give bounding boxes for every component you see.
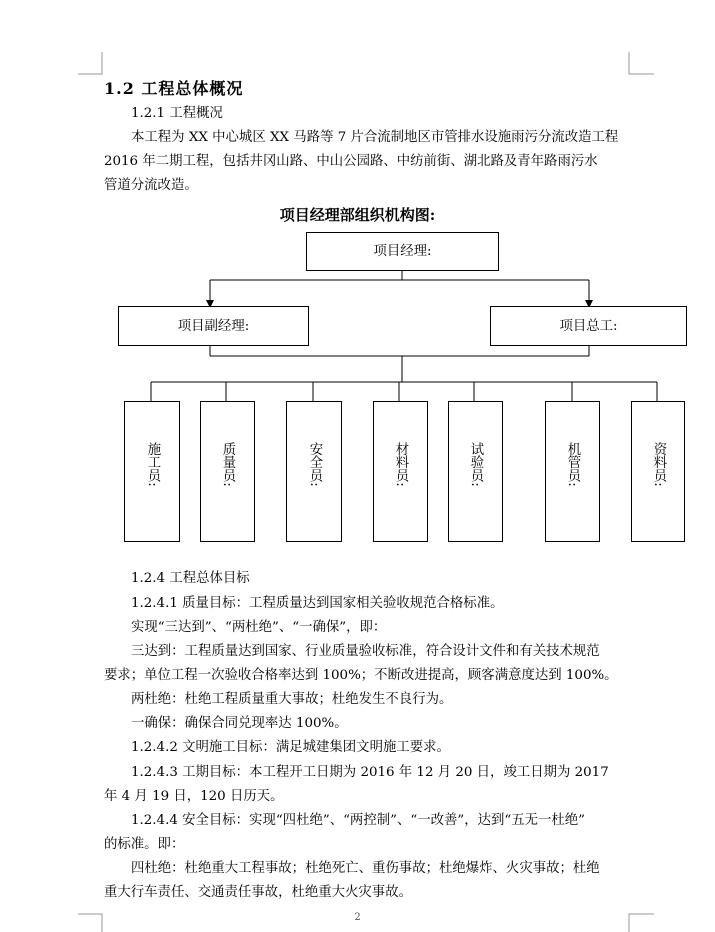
intro-line-3: 管道分流改造。 bbox=[104, 178, 198, 193]
section-heading: 1.2 工程总体概况 bbox=[104, 79, 244, 98]
goal-line-13: 重大行车责任、交通责任事故，杜绝重大火灾事故。 bbox=[104, 885, 412, 900]
deputy-manager-label: 项目副经理: bbox=[177, 319, 250, 334]
goal-line-10: 1.2.4.4 安全目标：实现“四杜绝”、“两控制”、“一改善”，达到“五无一杜绝” bbox=[131, 813, 586, 828]
goal-line-7: 1.2.4.2 文明施工目标：满足城建集团文明施工要求。 bbox=[131, 740, 450, 755]
staff-label-machinery: 机管员: bbox=[565, 442, 580, 487]
project-manager-box bbox=[306, 232, 499, 271]
goal-line-4: 要求；单位工程一次验收合格率达到 100%；不断改进提高，顾客满意度达到 100%。 bbox=[104, 668, 618, 683]
chief-engineer-label: 项目总工: bbox=[559, 319, 618, 334]
staff-label-testing: 试验员: bbox=[468, 442, 483, 487]
staff-box-quality bbox=[200, 401, 255, 542]
goal-line-2: 实现“三达到”、“两杜绝”、“一确保”，即： bbox=[131, 620, 387, 635]
staff-label-materials: 材料员: bbox=[393, 442, 408, 487]
goal-line-6: 一确保：确保合同兑现率达 100%。 bbox=[131, 716, 348, 731]
goal-line-5: 两杜绝：杜绝工程质量重大事故；杜绝发生不良行为。 bbox=[131, 692, 453, 707]
intro-line-2: 2016 年二期工程，包括井冈山路、中山公园路、中纺前街、湖北路及青年路雨污水 bbox=[104, 154, 598, 169]
staff-label-construction: 施工员: bbox=[145, 442, 160, 487]
staff-box-materials bbox=[373, 401, 428, 542]
staff-label-documents: 资料员: bbox=[651, 442, 666, 487]
staff-box-machinery bbox=[545, 401, 600, 542]
goal-line-1: 1.2.4.1 质量目标：工程质量达到国家相关验收规范合格标准。 bbox=[131, 596, 504, 611]
chief-engineer-box bbox=[490, 306, 687, 346]
goal-line-12: 四杜绝：杜绝重大工程事故；杜绝死亡、重伤事故；杜绝爆炸、火灾事故；杜绝 bbox=[131, 861, 600, 876]
goal-line-11: 的标准。即： bbox=[104, 837, 185, 852]
intro-line-1: 本工程为 XX 中心城区 XX 马路等 7 片合流制地区市管排水设施雨污分流改造工程 bbox=[131, 130, 619, 145]
page-number: 2 bbox=[354, 912, 361, 923]
staff-label-safety: 安全员: bbox=[307, 442, 322, 487]
staff-box-safety bbox=[286, 401, 342, 542]
deputy-manager-box bbox=[118, 306, 309, 346]
goal-line-3: 三达到：工程质量达到国家、行业质量验收标准，符合设计文件和有关技术规范 bbox=[131, 644, 600, 659]
staff-box-construction bbox=[124, 401, 180, 542]
subsection-1-2-1: 1.2.1 工程概况 bbox=[131, 106, 223, 121]
org-chart-title: 项目经理部组织机构图: bbox=[279, 206, 436, 224]
project-manager-label: 项目经理: bbox=[373, 244, 432, 259]
goal-line-8: 1.2.4.3 工期目标：本工程开工日期为 2016 年 12 月 20 日，竣工日期为 2017 bbox=[131, 765, 609, 780]
subsection-1-2-4: 1.2.4 工程总体目标 bbox=[131, 571, 250, 586]
staff-box-testing bbox=[448, 401, 503, 542]
goal-line-9: 年 4 月 19 日，120 日历天。 bbox=[104, 789, 284, 804]
staff-label-quality: 质量员: bbox=[220, 442, 235, 487]
staff-box-documents bbox=[631, 401, 685, 542]
